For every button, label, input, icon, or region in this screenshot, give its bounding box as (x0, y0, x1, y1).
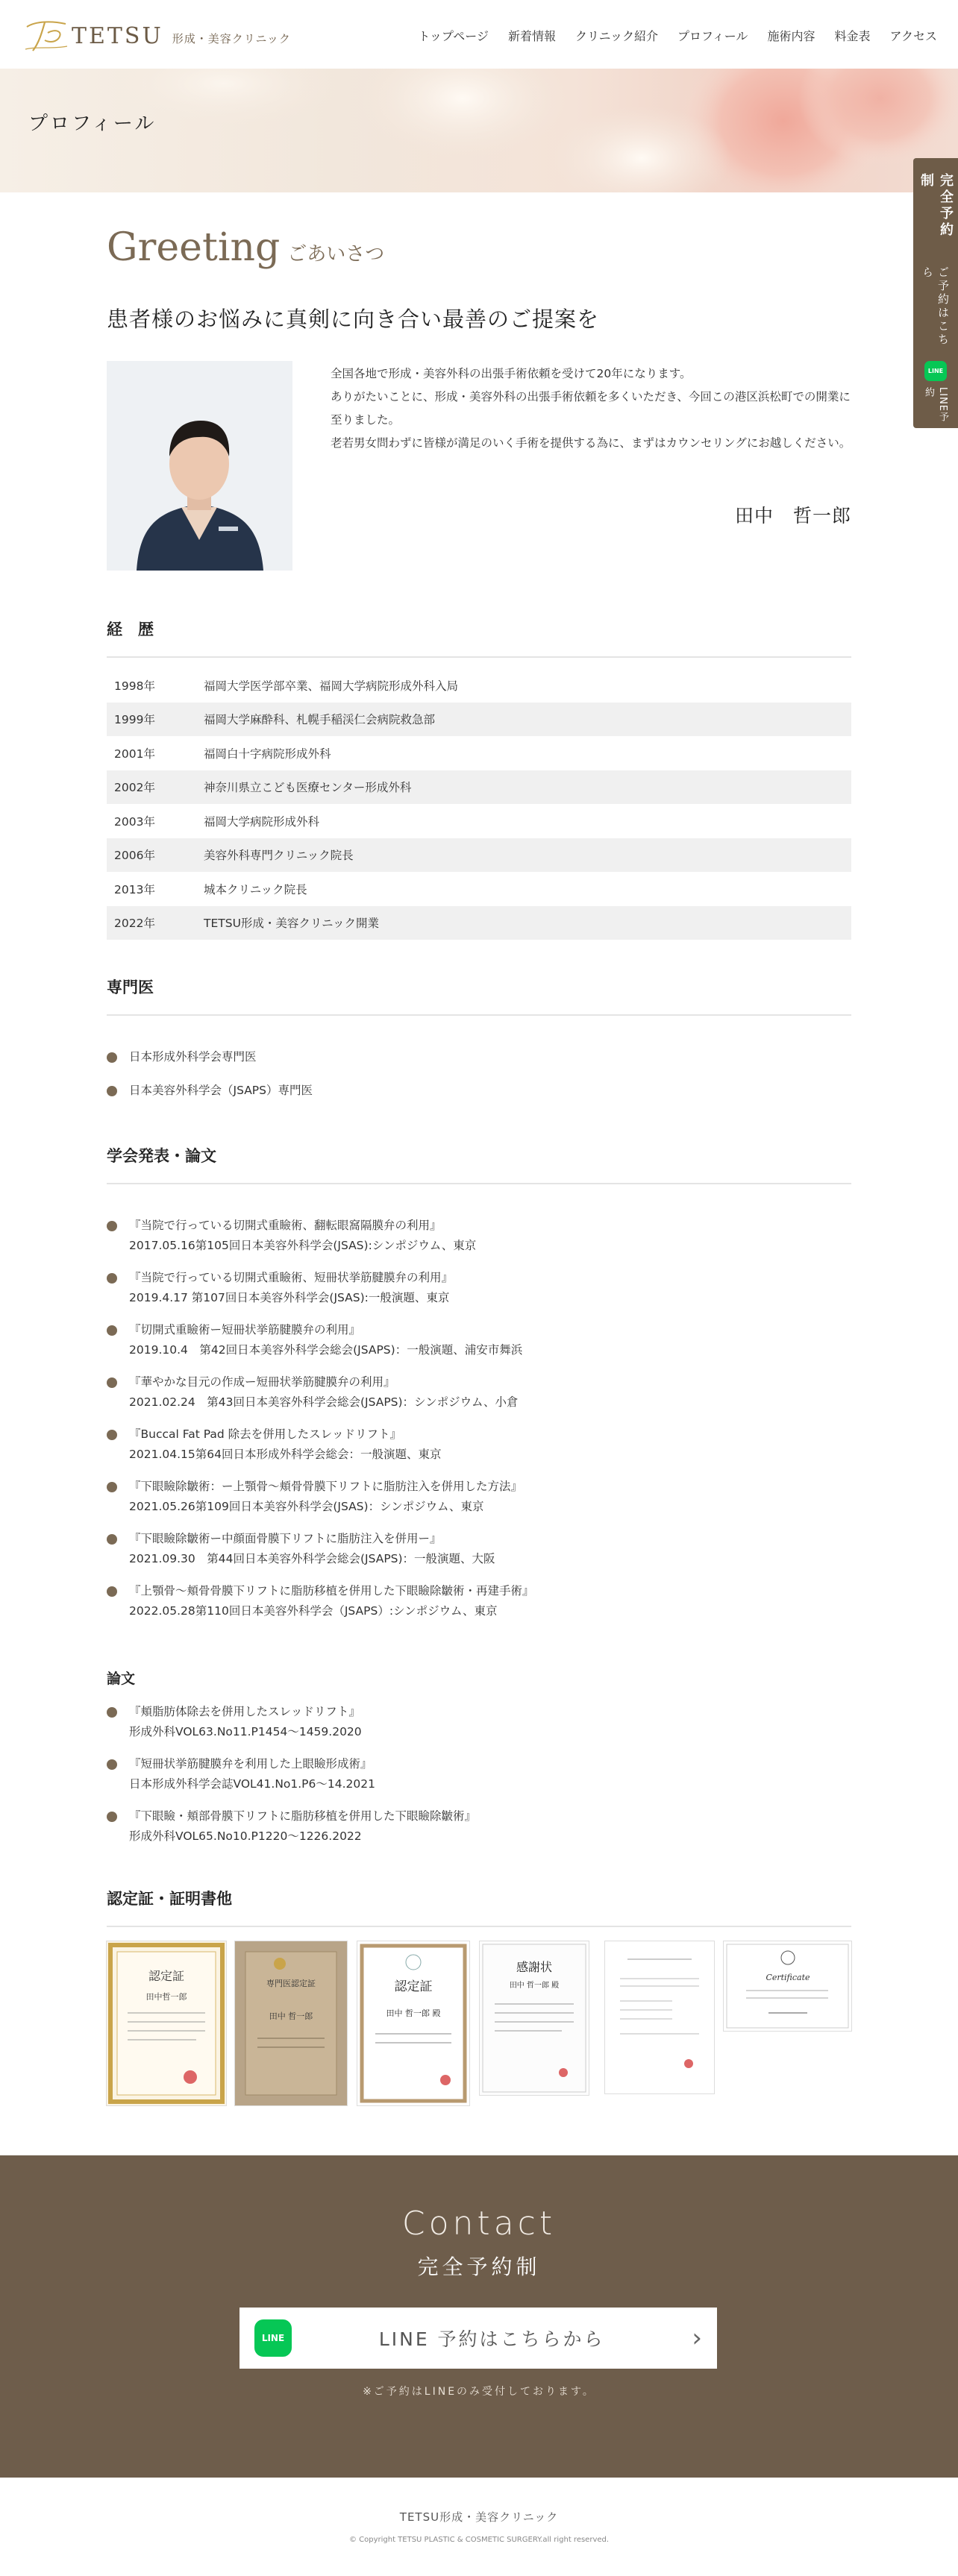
logo-subtitle: 形成・美容クリニック (172, 31, 291, 45)
site-header (0, 0, 958, 69)
main-nav (418, 27, 937, 44)
certificate-image[interactable] (605, 1941, 714, 2093)
certificate-name: 田中 哲一郎 殿 (386, 2008, 441, 2018)
table-row (107, 804, 851, 838)
history-text: 福岡大学麻酔科、札幌手稲渓仁会病院救急部 (204, 713, 436, 727)
footer-copyright: © Copyright TETSU PLASTIC & COSMETIC SURGERY.all right reserved. (348, 2536, 610, 2544)
history-heading: 経 歴 (107, 618, 851, 658)
paper-title: 『下眼瞼・頬部骨膜下リフトに脂肪移植を併用した下眼瞼除皺術』 (129, 1809, 477, 1823)
side-tab-text-reservation: 完全予約制 (918, 173, 954, 239)
contact-heading-en: Contact (401, 2205, 557, 2243)
list-item (107, 1754, 851, 1794)
paper-detail: 日本形成外科学会誌VOL41.No1.P6〜14.2021 (129, 1777, 375, 1791)
greeting-heading-jp: ごあいさつ (287, 243, 385, 266)
table-row (107, 838, 851, 873)
list-item: 日本美容外科学会（JSAPS）専門医 (107, 1081, 851, 1101)
nav-top[interactable]: トップページ (418, 29, 489, 43)
list-item (107, 1581, 851, 1621)
certificate-title: Certificate (766, 1973, 810, 1982)
doctor-photo (107, 361, 292, 571)
history-year: 2001年 (114, 747, 155, 761)
doctor-signature: 田中 哲一郎 (734, 505, 851, 527)
history-year: 2013年 (114, 882, 155, 896)
list-item (107, 1477, 851, 1517)
history-text: 城本クリニック院長 (204, 882, 307, 896)
presentation-title: 『当院で行っている切開式重瞼術、翻転眼窩隔膜弁の利用』 (129, 1219, 442, 1232)
certificate-name: 田中 哲一郎 殿 (509, 1982, 560, 1990)
list-item (107, 1806, 851, 1847)
certificate-title: 感謝状 (516, 1960, 553, 1974)
history-text: 美容外科専門クリニック院長 (204, 849, 354, 863)
presentation-title: 『当院で行っている切開式重瞼術、短冊状挙筋腱膜弁の利用』 (129, 1271, 454, 1284)
nav-profile[interactable]: プロフィール (677, 29, 748, 43)
presentation-detail: 2021.05.26第109回日本美容外科学会(JSAS)：シンポジウム、東京 (129, 1500, 484, 1513)
line-icon: LINE (254, 2319, 292, 2357)
side-tab-text-booking: ご予約はこちら (921, 266, 950, 347)
presentations-list (107, 1216, 851, 1621)
certificate-name: 田中哲一郎 (145, 1992, 187, 2002)
history-year: 1998年 (114, 679, 155, 693)
certificate-image[interactable] (235, 1941, 347, 2105)
presentation-detail: 2022.05.28第110回日本美容外科学会（JSAPS）:シンポジウム、東京 (129, 1604, 498, 1618)
list-item: 日本形成外科学会専門医 (107, 1047, 851, 1067)
nav-clinic[interactable]: クリニック紹介 (575, 29, 659, 43)
certificate-title: 認定証 (394, 1979, 433, 1994)
side-tab-text-line: LINE予約 (923, 387, 948, 423)
certificates-heading: 認定証・証明書他 (107, 1887, 851, 1927)
history-text: 福岡大学病院形成外科 (204, 814, 320, 829)
footer-clinic-name: TETSU形成・美容クリニック (399, 2510, 559, 2524)
chevron-right-icon: › (692, 2323, 702, 2353)
table-row (107, 668, 851, 703)
presentation-title: 『華やかな目元の作成ー短冊状挙筋腱膜弁の利用』 (129, 1375, 395, 1389)
certificate-gallery (107, 1941, 851, 2113)
table-row (107, 736, 851, 770)
certificate-title: 認定証 (148, 1969, 185, 1983)
paper-detail: 形成外科VOL65.No10.P1220〜1226.2022 (129, 1829, 362, 1843)
list-item (107, 1320, 851, 1360)
greeting-paragraph: ありがたいことに、形成・美容外科の出張手術依頼を多くいただき、今回この港区浜松町での開業に至りました。 (331, 390, 851, 427)
greeting-lead: 患者様のお悩みに真剣に向き合い最善のご提案を (107, 307, 600, 332)
presentation-detail: 2017.05.16第105回日本美容外科学会(JSAS):シンポジウム、東京 (129, 1239, 477, 1252)
greeting-heading-en: Greeting (107, 225, 281, 270)
history-year: 2006年 (114, 849, 155, 863)
presentation-detail: 2021.04.15第64回日本形成外科学会総会：一般演題、東京 (129, 1448, 442, 1461)
presentation-title: 『上顎骨〜頬骨骨膜下リフトに脂肪移植を併用した下眼瞼除皺術・再建手術』 (129, 1584, 534, 1598)
history-text: 福岡大学医学部卒業、福岡大学病院形成外科入局 (204, 679, 459, 693)
certificate-name: 田中 哲一郎 (269, 2011, 313, 2021)
nav-news[interactable]: 新着情報 (507, 29, 556, 43)
history-year: 2022年 (114, 917, 155, 931)
table-row (107, 906, 851, 940)
greeting-text (331, 362, 853, 455)
nav-prices[interactable]: 料金表 (834, 29, 871, 43)
greeting-paragraph: 全国各地で形成・美容外科の出張手術依頼を受けて20年になります。 (331, 367, 692, 380)
list-item (107, 1268, 851, 1308)
greeting-paragraph: 老若男女問わずに皆様が満足のいく手術を提供する為に、まずはカウンセリングにお越しください。 (331, 436, 851, 450)
contact-note: ※ご予約はLINEのみ受付しております。 (363, 2386, 595, 2398)
table-row (107, 703, 851, 737)
papers-heading: 論文 (107, 1671, 136, 1687)
papers-list (107, 1702, 851, 1847)
list-item (107, 1702, 851, 1742)
hero-banner (0, 69, 958, 192)
paper-title: 『短冊状挙筋腱膜弁を利用した上眼瞼形成術』 (129, 1757, 372, 1771)
paper-detail: 形成外科VOL63.No11.P1454〜1459.2020 (129, 1725, 362, 1738)
logo[interactable] (22, 15, 291, 57)
nav-access[interactable]: アクセス (889, 29, 937, 43)
contact-section (0, 2155, 958, 2478)
line-reservation-button[interactable] (240, 2308, 717, 2369)
presentation-detail: 2019.10.4 第42回日本美容外科学会総会(JSAPS)：一般演題、浦安市舞浜 (129, 1343, 523, 1357)
list-item (107, 1216, 851, 1256)
history-year: 2002年 (114, 781, 155, 795)
certificate-image[interactable] (724, 1941, 851, 2031)
specialist-heading: 専門医 (107, 976, 851, 1016)
history-year: 2003年 (114, 814, 155, 829)
table-row (107, 770, 851, 805)
list-item (107, 1372, 851, 1413)
page-title: プロフィール (28, 113, 157, 135)
contact-heading-jp: 完全予約制 (417, 2255, 541, 2279)
line-icon: LINE (924, 361, 947, 381)
history-table (107, 668, 851, 940)
paper-title: 『頬脂肪体除去を併用したスレッドリフト』 (129, 1705, 360, 1718)
presentation-detail: 2019.4.17 第107回日本美容外科学会(JSAS):一般演題、東京 (129, 1291, 450, 1304)
presentation-title: 『下眼瞼除皺術ー中顔面骨膜下リフトに脂肪注入を併用ー』 (129, 1532, 442, 1545)
presentation-detail: 2021.02.24 第43回日本美容外科学会総会(JSAPS)：シンポジウム、小倉 (129, 1395, 519, 1409)
list-item (107, 1529, 851, 1569)
greeting-heading (107, 225, 384, 270)
presentation-detail: 2021.09.30 第44回日本美容外科学会総会(JSAPS)：一般演題、大阪 (129, 1552, 495, 1565)
history-text: TETSU形成・美容クリニック開業 (204, 917, 379, 931)
presentation-title: 『下眼瞼除皺術：ー上顎骨〜頬骨骨膜下リフトに脂肪注入を併用した方法』 (129, 1480, 523, 1493)
certificate-image[interactable] (357, 1941, 469, 2105)
reservation-side-tab[interactable] (913, 158, 958, 428)
logo-name: TETSU (72, 22, 163, 49)
presentations-heading: 学会発表・論文 (107, 1144, 851, 1184)
list-item (107, 1424, 851, 1465)
certificate-image[interactable] (107, 1941, 226, 2105)
table-row (107, 872, 851, 906)
site-footer (0, 2478, 958, 2576)
presentation-title: 『Buccal Fat Pad 除去を併用したスレッドリフト』 (129, 1427, 401, 1441)
history-text: 福岡白十字病院形成外科 (204, 747, 331, 761)
certificate-image[interactable] (480, 1941, 589, 2095)
nav-treatments[interactable]: 施術内容 (767, 29, 815, 43)
history-year: 1999年 (114, 713, 155, 727)
logo-mark (22, 16, 70, 55)
history-text: 神奈川県立こども医療センター形成外科 (204, 781, 412, 795)
line-button-label: LINE 予約はこちらから (378, 2328, 605, 2350)
certificate-title: 専門医認定証 (266, 1979, 316, 1988)
specialist-list (107, 1047, 851, 1101)
presentation-title: 『切開式重瞼術ー短冊状挙筋腱膜弁の利用』 (129, 1323, 361, 1336)
